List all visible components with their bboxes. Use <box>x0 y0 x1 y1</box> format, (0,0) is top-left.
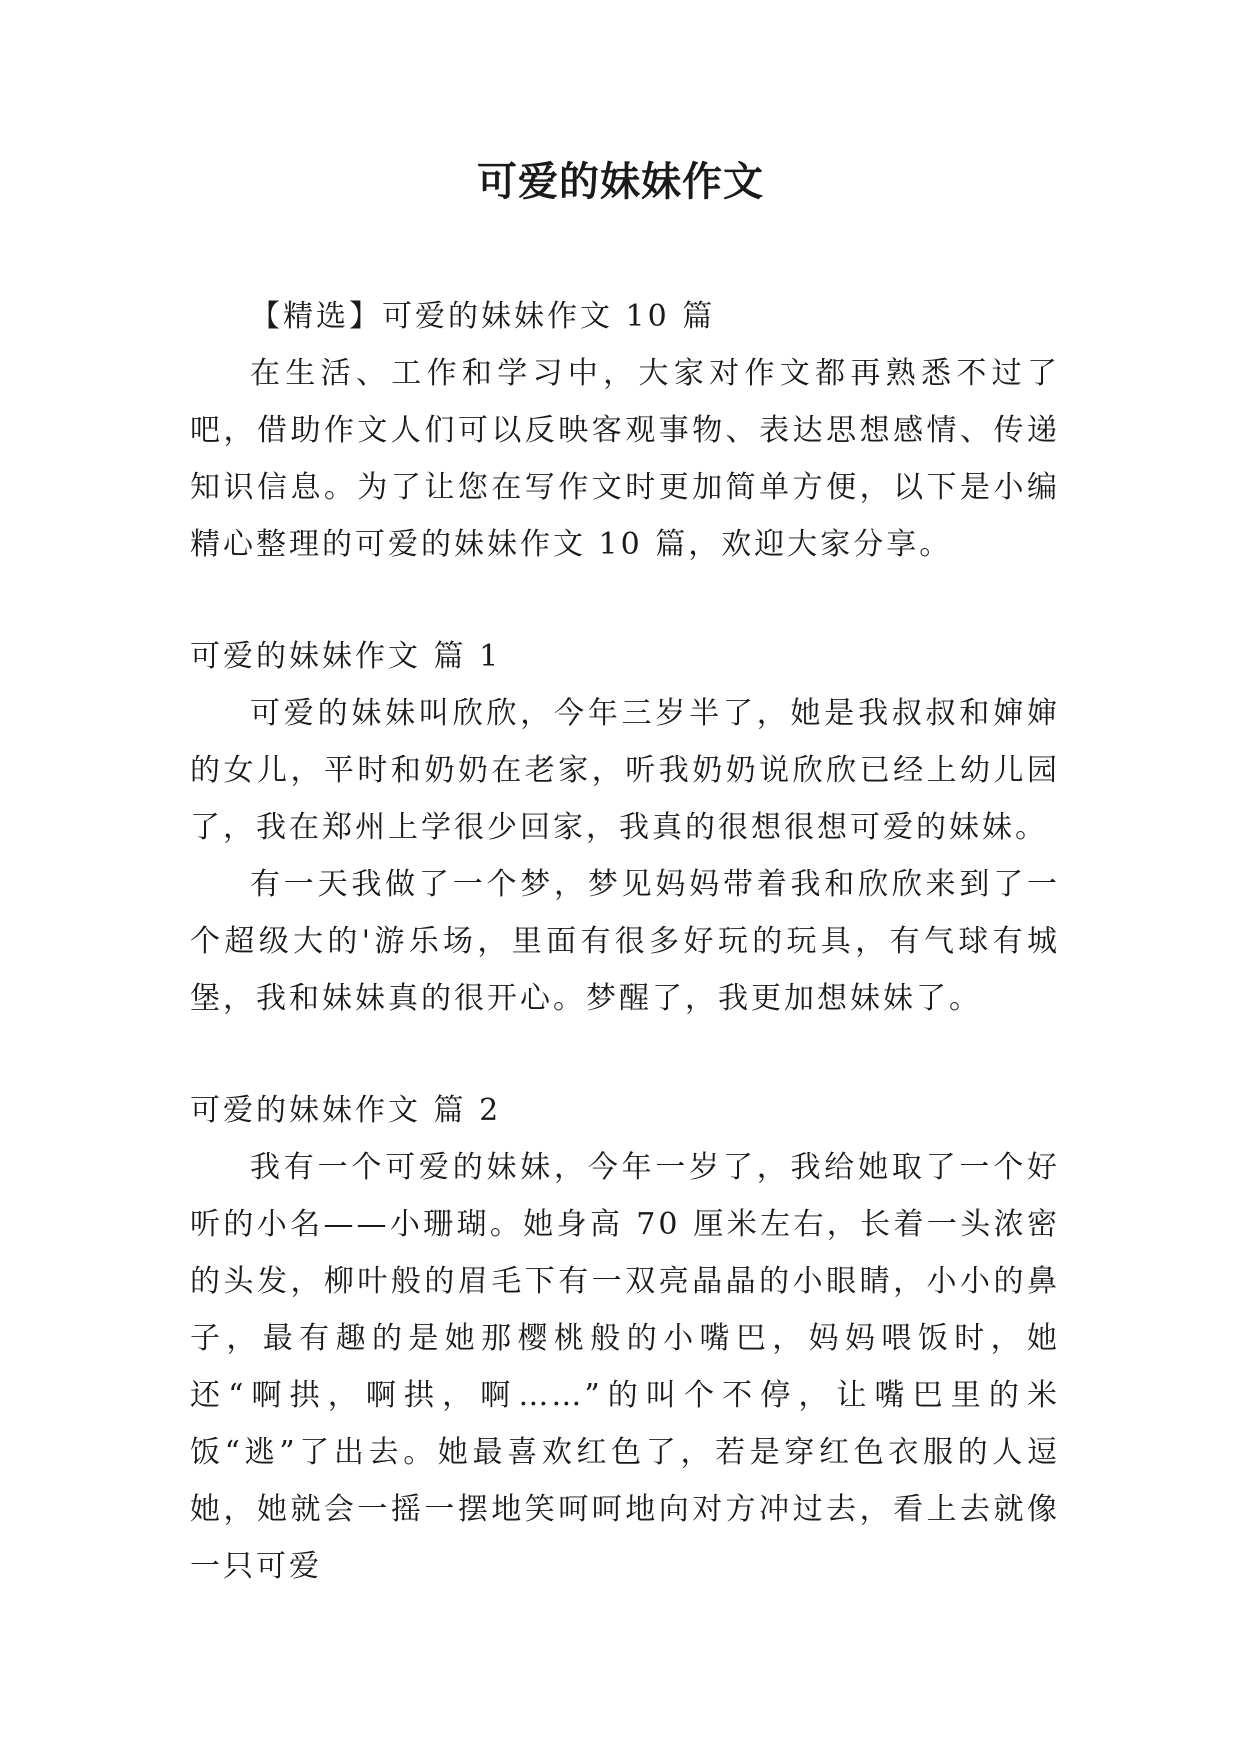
section-spacer <box>190 1027 1060 1082</box>
document-body <box>190 288 1060 1595</box>
intro-paragraph: 在生活、工作和学习中，大家对作文都再熟悉不过了吧，借助作文人们可以反映客观事物、表达思想感情、传递知识信息。为了让您在写作文时更加简单方便，以下是小编精心整理的可爱的妹妹作文 10 篇，欢迎大家分享。 <box>190 356 1060 562</box>
section-1-paragraph-1: 可爱的妹妹叫欣欣，今年三岁半了，她是我叔叔和婶婶的女儿，平时和奶奶在老家，听我奶奶说欣欣已经上幼儿园了，我在郑州上学很少回家，我真的很想很想可爱的妹妹。 <box>190 696 1060 845</box>
section-spacer <box>190 573 1060 628</box>
section-2-paragraph-1: 我有一个可爱的妹妹，今年一岁了，我给她取了一个好听的小名——小珊瑚。她身高 70 厘米左右，长着一头浓密的头发，柳叶般的眉毛下有一双亮晶晶的小眼睛，小小的鼻子，最有趣的是她那樱桃般的小嘴巴，妈妈喂饭时，她还“啊拱，啊拱，啊……”的叫个不停，让嘴巴里的米饭“逃”了出去。她最喜欢红色了，若是穿红色衣服的人逗她，她就会一摇一摆地笑呵呵地向对方冲过去，看上去就像一只可爱 <box>190 1150 1060 1584</box>
document-title: 可爱的妹妹作文 <box>477 158 764 205</box>
section-1-paragraph-2: 有一天我做了一个梦，梦见妈妈带着我和欣欣来到了一个超级大的'游乐场，里面有很多好玩的玩具，有气球有城堡，我和妹妹真的很开心。梦醒了，我更加想妹妹了。 <box>190 867 1060 1016</box>
section-heading-2: 可爱的妹妹作文 篇 2 <box>190 1093 502 1128</box>
intro-heading: 【精选】可爱的妹妹作文 10 篇 <box>250 299 716 334</box>
section-heading-1: 可爱的妹妹作文 篇 1 <box>190 639 502 674</box>
